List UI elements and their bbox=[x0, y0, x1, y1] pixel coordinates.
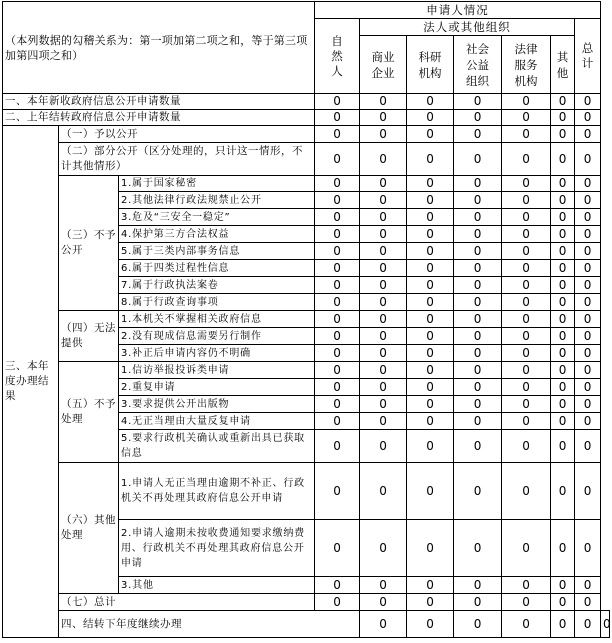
item-label: 3.危及“三安全一稳定” bbox=[119, 209, 315, 226]
cell: 0 bbox=[575, 243, 601, 260]
cell: 0 bbox=[360, 176, 407, 192]
cell: 0 bbox=[575, 328, 601, 345]
cell: 0 bbox=[315, 110, 360, 126]
cell: 0 bbox=[502, 430, 551, 463]
group-other-processing-label: （六）其他处理 bbox=[59, 463, 119, 594]
item-label: 1.信访举报投诉类申请 bbox=[119, 362, 315, 379]
cell: 0 bbox=[454, 209, 502, 226]
cell: 0 bbox=[575, 345, 601, 362]
item-label: 5.要求行政机关确认或重新出具已获取信息 bbox=[119, 430, 315, 463]
cell: 0 bbox=[315, 243, 360, 260]
header-applicant: 申请人情况 bbox=[315, 2, 601, 19]
cell: 0 bbox=[454, 126, 502, 143]
cell: 0 bbox=[360, 379, 407, 396]
item-label: 2.其他法律行政法规禁止公开 bbox=[119, 192, 315, 209]
cell: 0 bbox=[315, 413, 360, 430]
cell: 0 bbox=[502, 226, 551, 243]
cell: 0 bbox=[551, 379, 575, 396]
cell: 0 bbox=[315, 520, 360, 577]
section-results-label: 三、本年度办理结果 bbox=[3, 126, 59, 638]
cell: 0 bbox=[454, 243, 502, 260]
cell: 0 bbox=[407, 396, 454, 413]
item-label: 2.申请人逾期未按收费通知要求缴纳费用、行政机关不再处理其政府信息公开申请 bbox=[119, 520, 315, 577]
cell: 0 bbox=[315, 396, 360, 413]
cell: 0 bbox=[575, 126, 601, 143]
cell: 0 bbox=[454, 396, 502, 413]
cell: 0 bbox=[575, 209, 601, 226]
header-natural-person: 自然人 bbox=[315, 19, 360, 94]
cell: 0 bbox=[551, 243, 575, 260]
cell: 0 bbox=[315, 311, 360, 328]
cell: 0 bbox=[315, 209, 360, 226]
cell: 0 bbox=[407, 176, 454, 192]
cell: 0 bbox=[502, 611, 551, 638]
cell: 0 bbox=[315, 94, 360, 110]
cell: 0 bbox=[575, 260, 601, 277]
cell: 0 bbox=[407, 328, 454, 345]
group-cannot-provide-label: （四）无法提供 bbox=[59, 311, 119, 362]
cell: 0 bbox=[575, 463, 601, 520]
cell: 0 bbox=[454, 520, 502, 577]
cell: 0 bbox=[575, 594, 601, 611]
cell: 0 bbox=[454, 260, 502, 277]
cell: 0 bbox=[407, 192, 454, 209]
cell: 0 bbox=[315, 594, 360, 611]
cell: 0 bbox=[360, 345, 407, 362]
cell: 0 bbox=[454, 294, 502, 311]
cell: 0 bbox=[454, 594, 502, 611]
cell: 0 bbox=[315, 577, 360, 594]
cell: 0 bbox=[502, 209, 551, 226]
cell: 0 bbox=[315, 328, 360, 345]
item-label: 3.其他 bbox=[119, 577, 315, 594]
cell: 0 bbox=[407, 226, 454, 243]
cell: 0 bbox=[315, 277, 360, 294]
cell: 0 bbox=[601, 611, 610, 638]
cell: 0 bbox=[360, 328, 407, 345]
cell: 0 bbox=[502, 110, 551, 126]
cell: 0 bbox=[454, 192, 502, 209]
cell: 0 bbox=[407, 260, 454, 277]
item-label: 6.属于四类过程性信息 bbox=[119, 260, 315, 277]
cell: 0 bbox=[407, 379, 454, 396]
cell: 0 bbox=[575, 577, 601, 594]
cell: 0 bbox=[454, 328, 502, 345]
cell: 0 bbox=[360, 611, 407, 638]
cell: 0 bbox=[315, 226, 360, 243]
cell: 0 bbox=[502, 379, 551, 396]
cell: 0 bbox=[502, 594, 551, 611]
cell: 0 bbox=[407, 243, 454, 260]
cell: 0 bbox=[551, 396, 575, 413]
cell: 0 bbox=[360, 430, 407, 463]
cell: 0 bbox=[551, 176, 575, 192]
cell: 0 bbox=[360, 143, 407, 176]
cell: 0 bbox=[360, 362, 407, 379]
cell: 0 bbox=[360, 226, 407, 243]
header-commercial: 商业企业 bbox=[360, 36, 407, 94]
item-label: 7.属于行政执法案卷 bbox=[119, 277, 315, 294]
cell: 0 bbox=[502, 192, 551, 209]
item-label: 2.重复申请 bbox=[119, 379, 315, 396]
cell: 0 bbox=[551, 226, 575, 243]
cell: 0 bbox=[502, 260, 551, 277]
cell: 0 bbox=[575, 311, 601, 328]
cell: 0 bbox=[407, 594, 454, 611]
cell: 0 bbox=[454, 94, 502, 110]
cell: 0 bbox=[551, 126, 575, 143]
cell: 0 bbox=[360, 396, 407, 413]
cell: 0 bbox=[502, 413, 551, 430]
cell: 0 bbox=[454, 362, 502, 379]
cell: 0 bbox=[575, 110, 601, 126]
cell: 0 bbox=[315, 192, 360, 209]
row-subtotal-label: （七）总计 bbox=[59, 594, 315, 611]
header-total: 总计 bbox=[575, 19, 601, 94]
cell: 0 bbox=[502, 243, 551, 260]
cell: 0 bbox=[360, 413, 407, 430]
cell: 0 bbox=[551, 209, 575, 226]
cell: 0 bbox=[551, 277, 575, 294]
cell: 0 bbox=[575, 226, 601, 243]
cell: 0 bbox=[502, 126, 551, 143]
cell: 0 bbox=[454, 577, 502, 594]
cell: 0 bbox=[502, 176, 551, 192]
cell: 0 bbox=[315, 463, 360, 520]
cell: 0 bbox=[454, 430, 502, 463]
cell: 0 bbox=[551, 311, 575, 328]
item-label: 2.没有现成信息需要另行制作 bbox=[119, 328, 315, 345]
cell: 0 bbox=[575, 176, 601, 192]
cell: 0 bbox=[575, 379, 601, 396]
cell: 0 bbox=[454, 413, 502, 430]
row-carryover-applications-label: 二、上年结转政府信息公开申请数量 bbox=[3, 110, 315, 126]
cell: 0 bbox=[551, 110, 575, 126]
cell: 0 bbox=[407, 209, 454, 226]
cell: 0 bbox=[454, 611, 502, 638]
cell: 0 bbox=[502, 143, 551, 176]
cell: 0 bbox=[407, 294, 454, 311]
cell: 0 bbox=[551, 520, 575, 577]
cell: 0 bbox=[551, 611, 575, 638]
cell: 0 bbox=[315, 345, 360, 362]
header-research: 科研机构 bbox=[407, 36, 454, 94]
cell: 0 bbox=[551, 463, 575, 520]
cell: 0 bbox=[407, 413, 454, 430]
cell: 0 bbox=[360, 260, 407, 277]
cell: 0 bbox=[575, 277, 601, 294]
cell: 0 bbox=[360, 520, 407, 577]
item-label: 8.属于行政查询事项 bbox=[119, 294, 315, 311]
cell: 0 bbox=[551, 362, 575, 379]
cell: 0 bbox=[315, 379, 360, 396]
cell: 0 bbox=[551, 430, 575, 463]
item-label: 4.保护第三方合法权益 bbox=[119, 226, 315, 243]
item-label: 1.本机关不掌握相关政府信息 bbox=[119, 311, 315, 328]
cell: 0 bbox=[407, 143, 454, 176]
cell: 0 bbox=[551, 294, 575, 311]
cell: 0 bbox=[575, 294, 601, 311]
cell: 0 bbox=[575, 362, 601, 379]
cell: 0 bbox=[360, 463, 407, 520]
cell: 0 bbox=[407, 577, 454, 594]
cell: 0 bbox=[407, 345, 454, 362]
cell: 0 bbox=[407, 463, 454, 520]
cell: 0 bbox=[551, 143, 575, 176]
cell: 0 bbox=[315, 176, 360, 192]
cell: 0 bbox=[315, 362, 360, 379]
group-not-disclosed-label: （三）不予公开 bbox=[59, 176, 119, 311]
cell: 0 bbox=[575, 94, 601, 110]
cell: 0 bbox=[360, 577, 407, 594]
cell: 0 bbox=[407, 277, 454, 294]
item-label: 4.无正当理由大量反复申请 bbox=[119, 413, 315, 430]
cell: 0 bbox=[502, 328, 551, 345]
cell: 0 bbox=[360, 94, 407, 110]
cell: 0 bbox=[407, 311, 454, 328]
cell: 0 bbox=[502, 463, 551, 520]
cell: 0 bbox=[551, 413, 575, 430]
header-legal-service: 法律服务机构 bbox=[502, 36, 551, 94]
cell: 0 bbox=[551, 594, 575, 611]
row-carry-forward-label: 四、结转下年度继续办理 bbox=[59, 611, 360, 638]
cell: 0 bbox=[551, 192, 575, 209]
cell: 0 bbox=[502, 396, 551, 413]
cell: 0 bbox=[360, 311, 407, 328]
cell: 0 bbox=[575, 143, 601, 176]
item-label: 3.补正后申请内容仍不明确 bbox=[119, 345, 315, 362]
cell: 0 bbox=[551, 577, 575, 594]
cell: 0 bbox=[360, 594, 407, 611]
cell: 0 bbox=[454, 277, 502, 294]
cell: 0 bbox=[454, 143, 502, 176]
item-label: 1.属于国家秘密 bbox=[119, 176, 315, 192]
cell: 0 bbox=[551, 345, 575, 362]
header-other: 其他 bbox=[551, 36, 575, 94]
cell: 0 bbox=[407, 611, 454, 638]
cell: 0 bbox=[407, 362, 454, 379]
cell: 0 bbox=[502, 577, 551, 594]
cell: 0 bbox=[551, 328, 575, 345]
cell: 0 bbox=[454, 176, 502, 192]
cell: 0 bbox=[575, 430, 601, 463]
cell: 0 bbox=[575, 611, 601, 638]
item-label: 5.属于三类内部事务信息 bbox=[119, 243, 315, 260]
cell: 0 bbox=[407, 110, 454, 126]
header-legal-group: 法人或其他组织 bbox=[360, 19, 575, 36]
cell: 0 bbox=[360, 192, 407, 209]
cell: 0 bbox=[454, 463, 502, 520]
cell: 0 bbox=[454, 311, 502, 328]
cell: 0 bbox=[315, 143, 360, 176]
cell: 0 bbox=[360, 110, 407, 126]
cell: 0 bbox=[454, 379, 502, 396]
cell: 0 bbox=[454, 226, 502, 243]
group-not-processed-label: （五）不予处理 bbox=[59, 362, 119, 463]
cell: 0 bbox=[360, 243, 407, 260]
cell: 0 bbox=[407, 94, 454, 110]
cell: 0 bbox=[360, 126, 407, 143]
cell: 0 bbox=[502, 311, 551, 328]
cell: 0 bbox=[360, 209, 407, 226]
row-new-applications-label: 一、本年新收政府信息公开申请数量 bbox=[3, 94, 315, 110]
cell: 0 bbox=[454, 110, 502, 126]
disclosure-stats-table bbox=[2, 1, 610, 638]
cell: 0 bbox=[502, 94, 551, 110]
cell: 0 bbox=[502, 362, 551, 379]
item-label: 1.申请人无正当理由逾期不补正、行政机关不再处理其政府信息公开申请 bbox=[119, 463, 315, 520]
cell: 0 bbox=[575, 520, 601, 577]
row-disclosed-label: （一）予以公开 bbox=[59, 126, 315, 143]
row-partial-disclosure-label: （二）部分公开（区分处理的，只计这一情形，不计其他情形） bbox=[59, 143, 315, 176]
cell: 0 bbox=[407, 520, 454, 577]
item-label: 3.要求提供公开出版物 bbox=[119, 396, 315, 413]
cell: 0 bbox=[315, 260, 360, 277]
cell: 0 bbox=[315, 430, 360, 463]
cell: 0 bbox=[407, 126, 454, 143]
cell: 0 bbox=[551, 94, 575, 110]
cell: 0 bbox=[454, 345, 502, 362]
header-social: 社会公益组织 bbox=[454, 36, 502, 94]
header-note: （本列数据的勾稽关系为：第一项加第二项之和，等于第三项加第四项之和） bbox=[3, 2, 315, 94]
cell: 0 bbox=[315, 126, 360, 143]
cell: 0 bbox=[575, 192, 601, 209]
cell: 0 bbox=[360, 277, 407, 294]
cell: 0 bbox=[551, 260, 575, 277]
cell: 0 bbox=[360, 294, 407, 311]
cell: 0 bbox=[575, 396, 601, 413]
cell: 0 bbox=[502, 520, 551, 577]
cell: 0 bbox=[502, 277, 551, 294]
cell: 0 bbox=[575, 413, 601, 430]
cell: 0 bbox=[407, 430, 454, 463]
cell: 0 bbox=[502, 294, 551, 311]
cell: 0 bbox=[315, 294, 360, 311]
cell: 0 bbox=[502, 345, 551, 362]
